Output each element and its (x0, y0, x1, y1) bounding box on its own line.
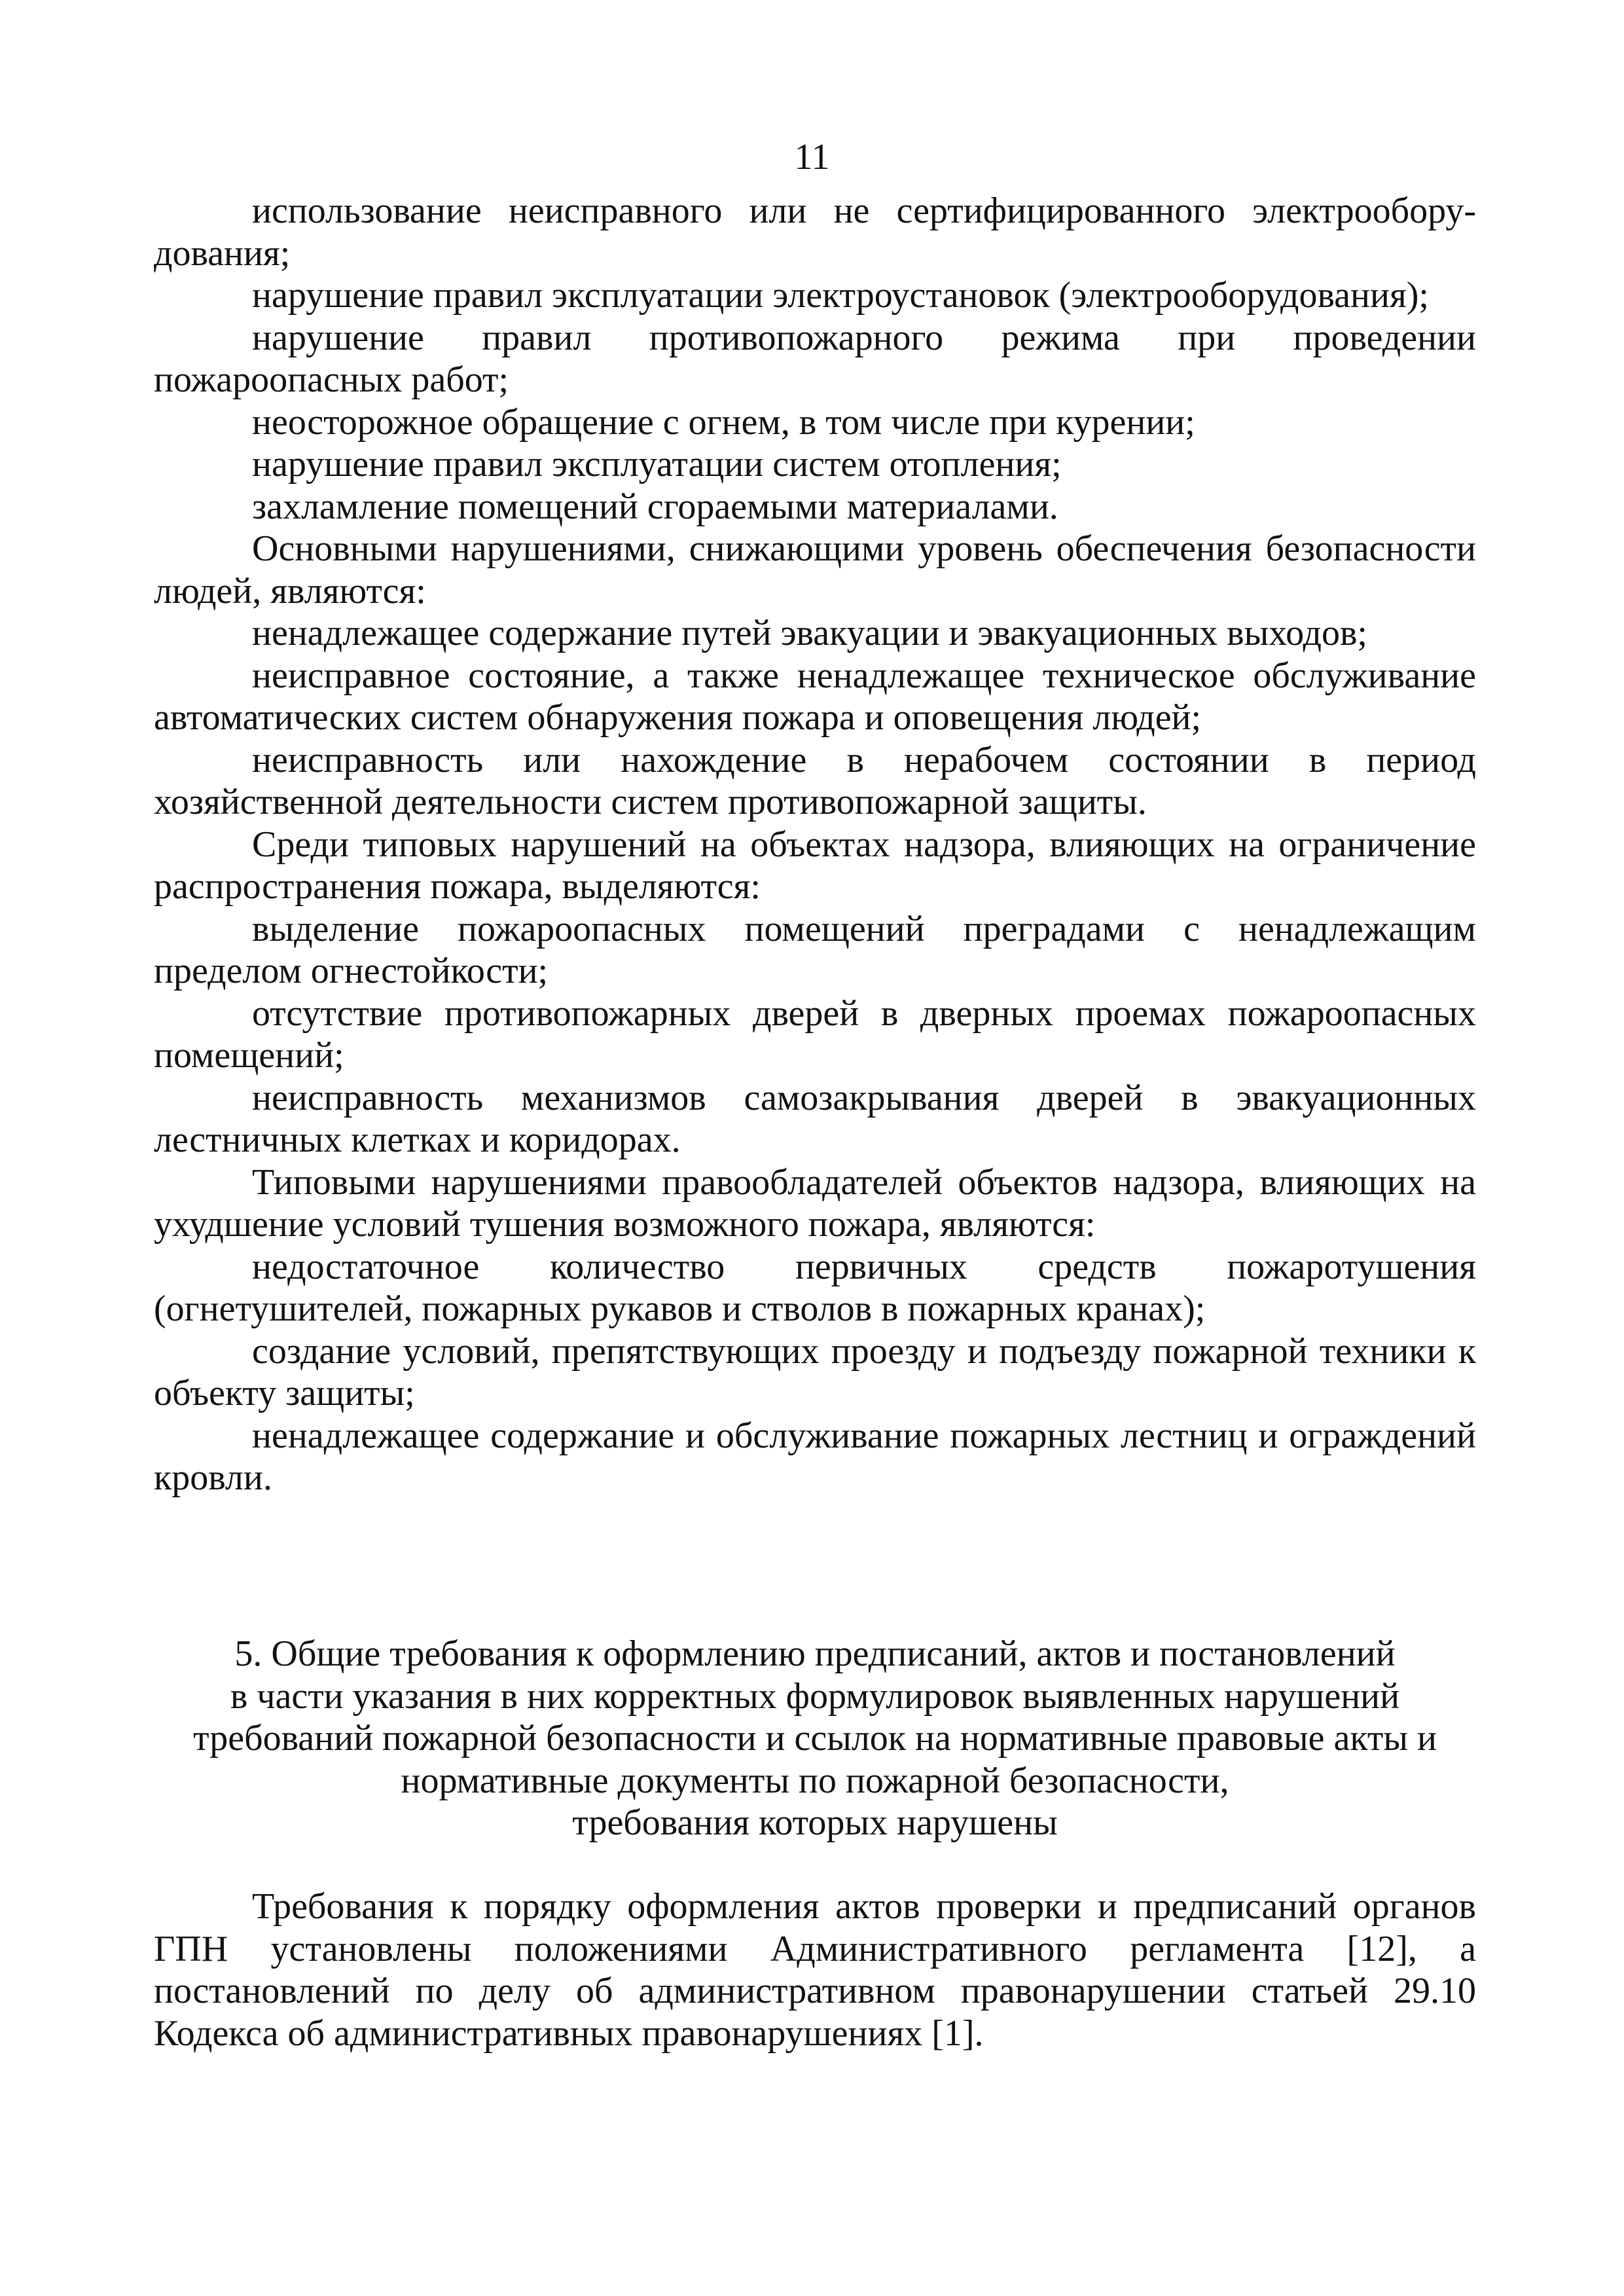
paragraph-self-closing-doors: неисправность механизмов самозакрывания дверей в эвакуационных лестничных клетках и коридорах. (154, 1077, 1476, 1160)
section-heading-line: требований пожарной безопасности и ссылок на нормативные правовые акты и (193, 1718, 1437, 1758)
paragraph-people-safety-intro: Основными нарушениями, снижающими уровень обеспечения безопасности людей, являются: (154, 528, 1476, 611)
paragraph-protection-systems: неисправность или нахождение в нерабочем состоянии в период хозяйственной деятельности систем противопожарной защиты. (154, 739, 1476, 822)
closing-text (154, 1886, 1476, 2054)
paragraph-detection-systems: неисправное состояние, а также ненадлежащее техническое обслуживание автоматических систем обнаружения пожара и оповещения людей; (154, 655, 1476, 738)
paragraph-extinguishing-intro: Типовыми нарушениями правообладателей объектов надзора, влияющих на ухудшение условий тушения возможного пожара, являются: (154, 1161, 1476, 1245)
paragraph-fire-doors: отсутствие противопожарных дверей в дверных проемах пожароопасных помещений; (154, 993, 1476, 1076)
paragraph-electrical-installation-rules: нарушение правил эксплуатации электроустановок (электрооборудования); (252, 275, 1429, 316)
paragraph-faulty-electrical-equipment: использование неисправного или не сертифицированного электрооборудования; (154, 191, 1476, 274)
section-heading-line: нормативные документы по пожарной безопасности, (401, 1760, 1229, 1801)
paragraph-spread-limitation-intro: Среди типовых нарушений на объектах надзора, влияющих на ограничение распространения пожара, выделяются: (154, 824, 1476, 907)
paragraph-primary-extinguishing-means: недостаточное количество первичных средств пожаротушения (огнетушителей, пожарных рукавов и стволов в пожарных кранах); (154, 1246, 1476, 1329)
section-heading-line: требования которых нарушены (572, 1802, 1058, 1843)
section-heading-line: 5. Общие требования к оформлению предписаний, актов и постановлений (234, 1633, 1396, 1674)
section-heading (154, 1633, 1476, 1844)
paragraph-fire-vehicle-access: создание условий, препятствующих проезду и подъезду пожарной техники к объекту защиты; (154, 1330, 1476, 1413)
paragraph-combustible-clutter: захламление помещений сгораемыми материалами. (252, 486, 1058, 527)
paragraph-fire-barriers: выделение пожароопасных помещений преградами с ненадлежащим пределом огнестойкости; (154, 908, 1476, 991)
paragraph-evacuation-routes: ненадлежащее содержание путей эвакуации и эвакуационных выходов; (252, 613, 1367, 653)
paragraph-heating-systems: нарушение правил эксплуатации систем отопления; (252, 444, 1062, 484)
paragraph-careless-fire-handling: неосторожное обращение с огнем, в том числе при курении; (252, 401, 1195, 443)
page-number: 11 (794, 137, 830, 177)
body-text (154, 190, 1476, 1499)
paragraph-fire-ladders: ненадлежащее содержание и обслуживание пожарных лестниц и ограждений кровли. (154, 1415, 1476, 1498)
paragraph-fire-regime-violation: нарушение правил противопожарного режима при проведении пожароопасных работ; (154, 317, 1476, 400)
paragraph-requirements-regulation: Требования к порядку оформления актов проверки и предписаний органов ГПН установлены положениями Административного регламента [12], а постановлений по делу об административном правонарушении статьей 29.10 Кодекса об административных правонарушениях [1]. (154, 1886, 1476, 2054)
section-heading-line: в части указания в них корректных формулировок выявленных нарушений (230, 1675, 1400, 1717)
